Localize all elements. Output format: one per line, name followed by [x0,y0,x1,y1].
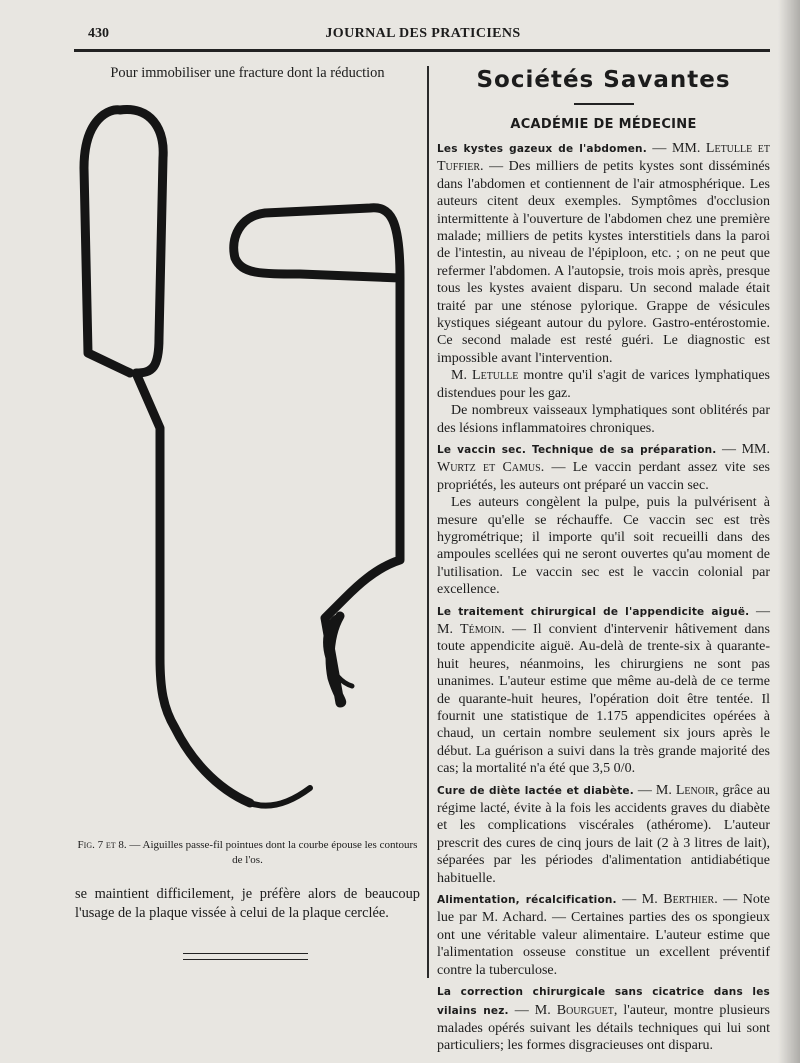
header-rule [74,49,770,52]
figure-caption-label: Fig. 7 et 8. [77,839,127,851]
article-p2-prefix: M. [451,368,473,384]
article-dash: — MM. [716,441,771,457]
running-title: JOURNAL DES PRATICIENS [325,26,521,41]
article-authors: Lenoir, [675,782,719,798]
article-dash: — M. [437,603,770,637]
page-header [78,24,768,48]
academy-subtitle: ACADÉMIE DE MÉDECINE [510,117,697,132]
article-authors: Berthier. [663,892,718,908]
page-edge-shadow [778,0,800,1063]
article-p2-text: montre qu'il s'agit de varices lymphatiques distendues pour les gaz. [437,368,770,401]
needle-7-outer [84,110,250,803]
article-authors: Témoin. [460,621,505,637]
figure-caption [75,838,420,868]
left-column [75,64,420,82]
article-p2-name: Letulle [472,368,519,384]
article-heading: Le traitement chirurgical de l'appendicite aiguë. [437,605,750,618]
article-dash: — MM. [646,141,706,156]
left-intro-text: Pour immobiliser une fracture dont la réduction [110,65,385,81]
section-title: Sociétés Savantes [476,67,731,93]
article-p2: Les auteurs congèlent la pulpe, puis la pulvérisent à mesure qu'elle se réchauffe. Ce vaccin sec est très hygrométrique; il importe qu'il soit recueilli dans des ampoules scellées qui ne seront ouvertes qu'au moment de l'utilisation. Le vaccin sec est le vaccin colonial par excellence. [437,495,770,598]
article-nez [437,983,770,1055]
article-appendicite [437,603,770,778]
article-alimentation [437,891,770,979]
article-dash: — M. [616,892,664,908]
article-body: — Le vaccin perdant assez vite ses propriétés, les auteurs ont préparé un vaccin sec. [437,460,770,493]
article-heading: Cure de diète lactée et diabète. [437,784,634,797]
article-heading: Les kystes gazeux de l'abdomen. [437,143,647,155]
article-dash: — M. [508,1002,557,1018]
column-divider [427,66,429,978]
article-diete [437,782,770,887]
article-body: — Des milliers de petits kystes sont disséminés dans l'abdomen et contiennent de l'air atmosphérique. Les auteurs citent deux exemples. Symptômes d'occlusion intermittente à l'ouverture de l'abdomen chez une première malade; milliers de petits kystes interstitiels dans la paroi de l'intestin, au niveau de l'épiploon, etc. ; on ne peut que refermer l'abdomen. A l'autopsie, trois mois après, presque tous les kystes avaient disparu. Un second malade était traité par une sténose pylorique. Grappe de vésicules kystiques siégeant autour du pylore. Gastro-entérostomie. Ce second malade est resté guéri. Le diagnostic est impossible avant l'intervention. [437,159,770,366]
surgical-needles-figure [70,98,410,828]
article-kystes [437,140,770,437]
title-rule [574,103,634,105]
article-authors: Wurtz et Camus. [437,460,545,476]
left-continuation-text: se maintient difficilement, je préfère alors de beaucoup l'usage de la plaque vissée à celui de la plaque cerclée. [75,886,420,921]
article-dash: — M. [633,782,676,798]
figure-caption-text: — Aiguilles passe-fil pointues dont la courbe épouse les contours de l'os. [126,839,418,866]
article-authors: Letulle et Tuffier. [437,141,770,175]
needle-8-outer [234,208,400,703]
article-p3: De nombreux vaisseaux lymphatiques sont oblitérés par des lésions inflammatoires chroniques. [437,403,770,436]
article-vaccin [437,441,770,599]
right-column [437,64,770,1059]
article-body: grâce au régime lacté, évite à la fois les accidents graves du diabète et les complications viscérales (athérome). L'auteur prescrit des cures de cinq jours de lait (2 à 3 litres de lait), séparées par les périodes d'alimentation antidiabétique habituelle. [437,782,770,886]
needle-7-point [250,788,310,806]
article-heading: La correction chirurgicale sans cicatrice dans les vilains nez. [437,986,770,1017]
page-number: 430 [88,26,109,41]
article-body: — Note lue par M. Achard. — Certaines parties des os spongieux ont une véritable valeur alimentaire. L'auteur estime que l'alimentation osseuse constitue un excellent préventif contre la tuberculose. [437,892,770,978]
article-body: — Il convient d'intervenir hâtivement dans toute appendicite aiguë. Au-delà de trente-six à quarante-huit heures, néanmoins, les chirurgiens ne sont pas unanimes. L'auteur estime que même au-delà de ce terme de quarante-huit heures, l'opération doit être tentée. Il fournit une statistique de 1.175 appendicites opérées à chaud, un certain nombre seulement six jours après le début. La guérison a suivi dans la très grande majorité des cas; la mortalité n'a été que 3,5 0/0. [437,621,770,777]
article-authors: Bourguet, [556,1002,618,1018]
article-body: l'auteur, montre plusieurs malades opérés suivant les détails techniques qui lui sont particuliers; les formes disgracieuses ont disparu. [437,1002,770,1054]
end-double-rule [183,953,308,960]
article-heading: Le vaccin sec. Technique de sa préparation. [437,443,717,456]
article-heading: Alimentation, récalcification. [437,894,617,907]
